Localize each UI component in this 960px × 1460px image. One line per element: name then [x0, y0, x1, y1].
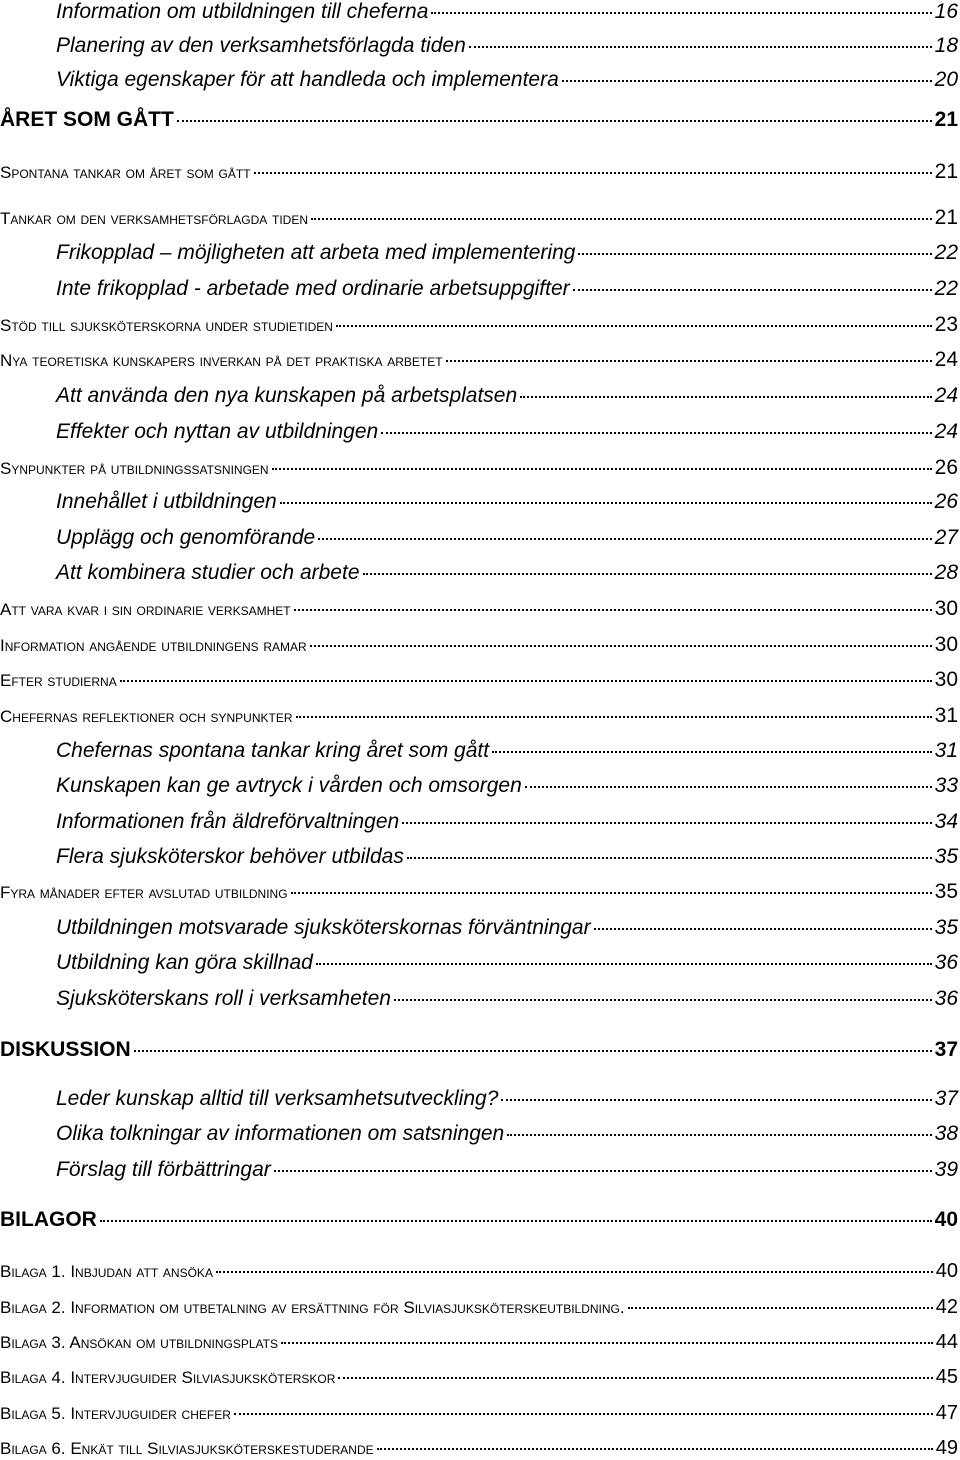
- toc-entry-title: Inte frikopplad - arbetade med ordinarie arbetsuppgifter: [56, 277, 570, 300]
- toc-entry-page-number: 26: [934, 456, 958, 479]
- toc-entry[interactable]: [56, 774, 958, 798]
- toc-entry-title: Spontana tankar om året som gått: [0, 163, 251, 182]
- toc-entry[interactable]: [56, 1087, 958, 1111]
- toc-entry-title: Effekter och nyttan av utbildningen: [56, 420, 379, 443]
- dot-leader: [501, 1099, 931, 1101]
- dot-leader: [402, 822, 931, 824]
- dot-leader: [294, 609, 932, 611]
- toc-entry-page-number: 40: [935, 1260, 958, 1282]
- toc-entry-title: Utbildning kan göra skillnad: [56, 951, 313, 974]
- toc-entry-page-number: 24: [934, 348, 958, 371]
- dot-leader: [281, 1342, 933, 1344]
- toc-entry-page-number: 33: [934, 774, 958, 797]
- toc-entry[interactable]: [56, 845, 958, 869]
- dot-leader: [120, 680, 932, 682]
- toc-entry-title: Bilaga 3. Ansökan om utbildningsplats: [0, 1333, 278, 1352]
- toc-entry-page-number: 35: [934, 845, 958, 868]
- dot-leader: [407, 857, 932, 859]
- toc-entry-title: Information om utbildningen till cheferna: [56, 0, 429, 23]
- dot-leader: [310, 645, 932, 647]
- toc-entry-page-number: 36: [934, 987, 958, 1010]
- toc-entry-page-number: 39: [934, 1158, 958, 1181]
- dot-leader: [525, 786, 932, 788]
- toc-entry[interactable]: [0, 1296, 958, 1319]
- toc-entry-page-number: 35: [934, 880, 958, 903]
- toc-entry[interactable]: [0, 1366, 958, 1389]
- toc-entry-page-number: 24: [934, 420, 958, 443]
- toc-entry-page-number: 27: [934, 526, 958, 549]
- toc-entry-page-number: 22: [934, 277, 958, 300]
- toc-entry-title: Att kombinera studier och arbete: [56, 561, 360, 584]
- dot-leader: [234, 1413, 933, 1415]
- toc-entry[interactable]: [56, 241, 958, 265]
- toc-entry-title: Efter studierna: [0, 671, 117, 690]
- toc-entry[interactable]: [56, 34, 958, 58]
- dot-leader: [562, 80, 932, 82]
- dot-leader: [578, 253, 931, 255]
- toc-entry[interactable]: [56, 0, 958, 24]
- toc-entry[interactable]: [56, 810, 958, 834]
- toc-entry-page-number: 20: [934, 68, 958, 91]
- toc-entry-title: Chefernas reflektioner och synpunkter: [0, 707, 293, 726]
- toc-entry-title: Stöd till sjuksköterskorna under studietiden: [0, 316, 333, 335]
- toc-entry[interactable]: [0, 1260, 958, 1283]
- toc-entry-page-number: 49: [935, 1437, 958, 1459]
- dot-leader: [469, 46, 932, 48]
- dot-leader: [316, 963, 932, 965]
- dot-leader: [280, 502, 932, 504]
- dot-leader: [318, 538, 931, 540]
- toc-entry[interactable]: [56, 916, 958, 940]
- toc-entry[interactable]: [0, 1208, 958, 1232]
- toc-entry-title: Bilaga 4. Intervjuguider Silviasjuksköterskor: [0, 1368, 336, 1387]
- dot-leader: [216, 1271, 933, 1273]
- toc-entry-title: Bilaga 6. Enkät till Silviasjuksköterskestuderande: [0, 1439, 374, 1458]
- dot-leader: [492, 751, 932, 753]
- dot-leader: [134, 1050, 932, 1052]
- toc-entry-page-number: 38: [934, 1122, 958, 1145]
- toc-entry-page-number: 26: [934, 490, 958, 513]
- dot-leader: [336, 325, 932, 327]
- toc-entry[interactable]: [56, 68, 958, 92]
- toc-entry[interactable]: [0, 1437, 958, 1460]
- dot-leader: [594, 928, 932, 930]
- toc-entry-title: Leder kunskap alltid till verksamhetsutveckling?: [56, 1087, 499, 1110]
- toc-entry-title: Frikopplad – möjligheten att arbeta med implementering: [56, 241, 576, 264]
- toc-entry-title: Utbildningen motsvarade sjuksköterskornas förväntningar: [56, 916, 591, 939]
- toc-entry-title: Bilaga 2. Information om utbetalning av ersättning för Silviasjuksköterskeutbildning.: [0, 1298, 625, 1317]
- dot-leader: [446, 360, 932, 362]
- toc-entry-title: Olika tolkningar av informationen om satsningen: [56, 1122, 505, 1145]
- toc-entry[interactable]: [0, 1038, 958, 1062]
- toc-entry-title: Planering av den verksamhetsförlagda tiden: [56, 34, 466, 57]
- toc-entry[interactable]: [0, 456, 958, 480]
- dot-leader: [311, 218, 932, 220]
- dot-leader: [520, 396, 931, 398]
- dot-leader: [628, 1307, 933, 1309]
- toc-entry[interactable]: [0, 1331, 958, 1354]
- dot-leader: [274, 1170, 932, 1172]
- toc-entry-page-number: 31: [934, 704, 958, 727]
- toc-entry[interactable]: [56, 277, 958, 301]
- toc-entry-title: Upplägg och genomförande: [56, 526, 316, 549]
- toc-entry[interactable]: [0, 597, 958, 621]
- toc-entry-page-number: 37: [934, 1038, 958, 1061]
- toc-entry-page-number: 47: [935, 1402, 958, 1424]
- toc-entry[interactable]: [56, 987, 958, 1011]
- dot-leader: [272, 468, 932, 470]
- toc-entry[interactable]: [0, 108, 958, 132]
- toc-entry[interactable]: [56, 420, 958, 444]
- toc-entry-title: Bilaga 5. Intervjuguider chefer: [0, 1404, 231, 1423]
- toc-entry[interactable]: [56, 739, 958, 763]
- toc-entry[interactable]: [0, 668, 958, 692]
- toc-entry-page-number: 28: [934, 561, 958, 584]
- toc-entry-page-number: 30: [934, 633, 958, 656]
- toc-entry[interactable]: [0, 206, 958, 230]
- toc-entry-page-number: 21: [934, 160, 958, 183]
- toc-entry-page-number: 16: [934, 0, 958, 23]
- dot-leader: [394, 999, 932, 1001]
- toc-entry-title: Nya teoretiska kunskapers inverkan på det praktiska arbetet: [0, 351, 443, 370]
- dot-leader: [363, 573, 932, 575]
- toc-entry-title: Fyra månader efter avslutad utbildning: [0, 883, 288, 902]
- toc-entry[interactable]: [56, 1122, 958, 1146]
- toc-entry[interactable]: [56, 526, 958, 550]
- toc-entry[interactable]: [56, 561, 958, 585]
- dot-leader: [100, 1220, 932, 1222]
- dot-leader: [377, 1448, 933, 1450]
- dot-leader: [254, 172, 932, 174]
- toc-entry-page-number: 40: [934, 1208, 958, 1231]
- dot-leader: [573, 289, 932, 291]
- toc-entry-title: Att vara kvar i sin ordinarie verksamhet: [0, 600, 291, 619]
- toc-entry-title: Sjuksköterskans roll i verksamheten: [56, 987, 391, 1010]
- toc-entry-title: Flera sjuksköterskor behöver utbildas: [56, 845, 404, 868]
- dot-leader: [338, 1377, 932, 1379]
- toc-entry-title: Förslag till förbättringar: [56, 1158, 271, 1181]
- toc-entry[interactable]: [0, 633, 958, 657]
- toc-entry-title: Att använda den nya kunskapen på arbetsplatsen: [56, 384, 518, 407]
- toc-entry[interactable]: [0, 880, 958, 904]
- toc-entry-page-number: 44: [935, 1331, 958, 1353]
- toc-entry-title: DISKUSSION: [0, 1038, 131, 1061]
- toc-entry-title: Innehållet i utbildningen: [56, 490, 277, 513]
- toc-entry-title: Bilaga 1. Inbjudan att ansöka: [0, 1262, 213, 1281]
- toc-entry-page-number: 30: [934, 668, 958, 691]
- toc-entry-page-number: 18: [934, 34, 958, 57]
- toc-entry[interactable]: [56, 490, 958, 514]
- toc-entry-title: ÅRET SOM GÅTT: [0, 108, 174, 131]
- toc-entry-page-number: 36: [934, 951, 958, 974]
- toc-entry-page-number: 30: [934, 597, 958, 620]
- dot-leader: [291, 892, 932, 894]
- toc-entry-page-number: 21: [934, 108, 958, 131]
- toc-entry-page-number: 21: [934, 206, 958, 229]
- toc-entry-title: Informationen från äldreförvaltningen: [56, 810, 400, 833]
- dot-leader: [296, 716, 932, 718]
- toc-entry-title: Tankar om den verksamhetsförlagda tiden: [0, 209, 308, 228]
- toc-entry[interactable]: [0, 704, 958, 728]
- toc-entry-title: Chefernas spontana tankar kring året som gått: [56, 739, 490, 762]
- toc-entry-title: Information angående utbildningens ramar: [0, 636, 307, 655]
- toc-entry[interactable]: [56, 951, 958, 975]
- dot-leader: [507, 1134, 931, 1136]
- toc-entry-page-number: 42: [935, 1296, 958, 1318]
- toc-entry[interactable]: [0, 1402, 958, 1425]
- toc-entry-title: Kunskapen kan ge avtryck i vården och omsorgen: [56, 774, 522, 797]
- dot-leader: [431, 12, 931, 14]
- toc-entry-page-number: 35: [934, 916, 958, 939]
- toc-entry-page-number: 34: [934, 810, 958, 833]
- toc-entry-title: Viktiga egenskaper för att handleda och implementera: [56, 68, 559, 91]
- toc-entry-title: Synpunkter på utbildningssatsningen: [0, 459, 269, 478]
- toc-entry-title: BILAGOR: [0, 1208, 97, 1231]
- toc-entry-page-number: 22: [934, 241, 958, 264]
- toc-entry-page-number: 37: [934, 1087, 958, 1110]
- toc-entry[interactable]: [0, 348, 958, 372]
- toc-entry-page-number: 31: [934, 739, 958, 762]
- toc-entry-page-number: 23: [934, 313, 958, 336]
- toc-entry[interactable]: [56, 384, 958, 408]
- toc-entry-page-number: 24: [934, 384, 958, 407]
- dot-leader: [177, 120, 932, 122]
- toc-entry[interactable]: [0, 313, 958, 337]
- toc-entry[interactable]: [0, 160, 958, 184]
- toc-entry-page-number: 45: [935, 1366, 958, 1388]
- toc-entry[interactable]: [56, 1158, 958, 1182]
- dot-leader: [381, 432, 931, 434]
